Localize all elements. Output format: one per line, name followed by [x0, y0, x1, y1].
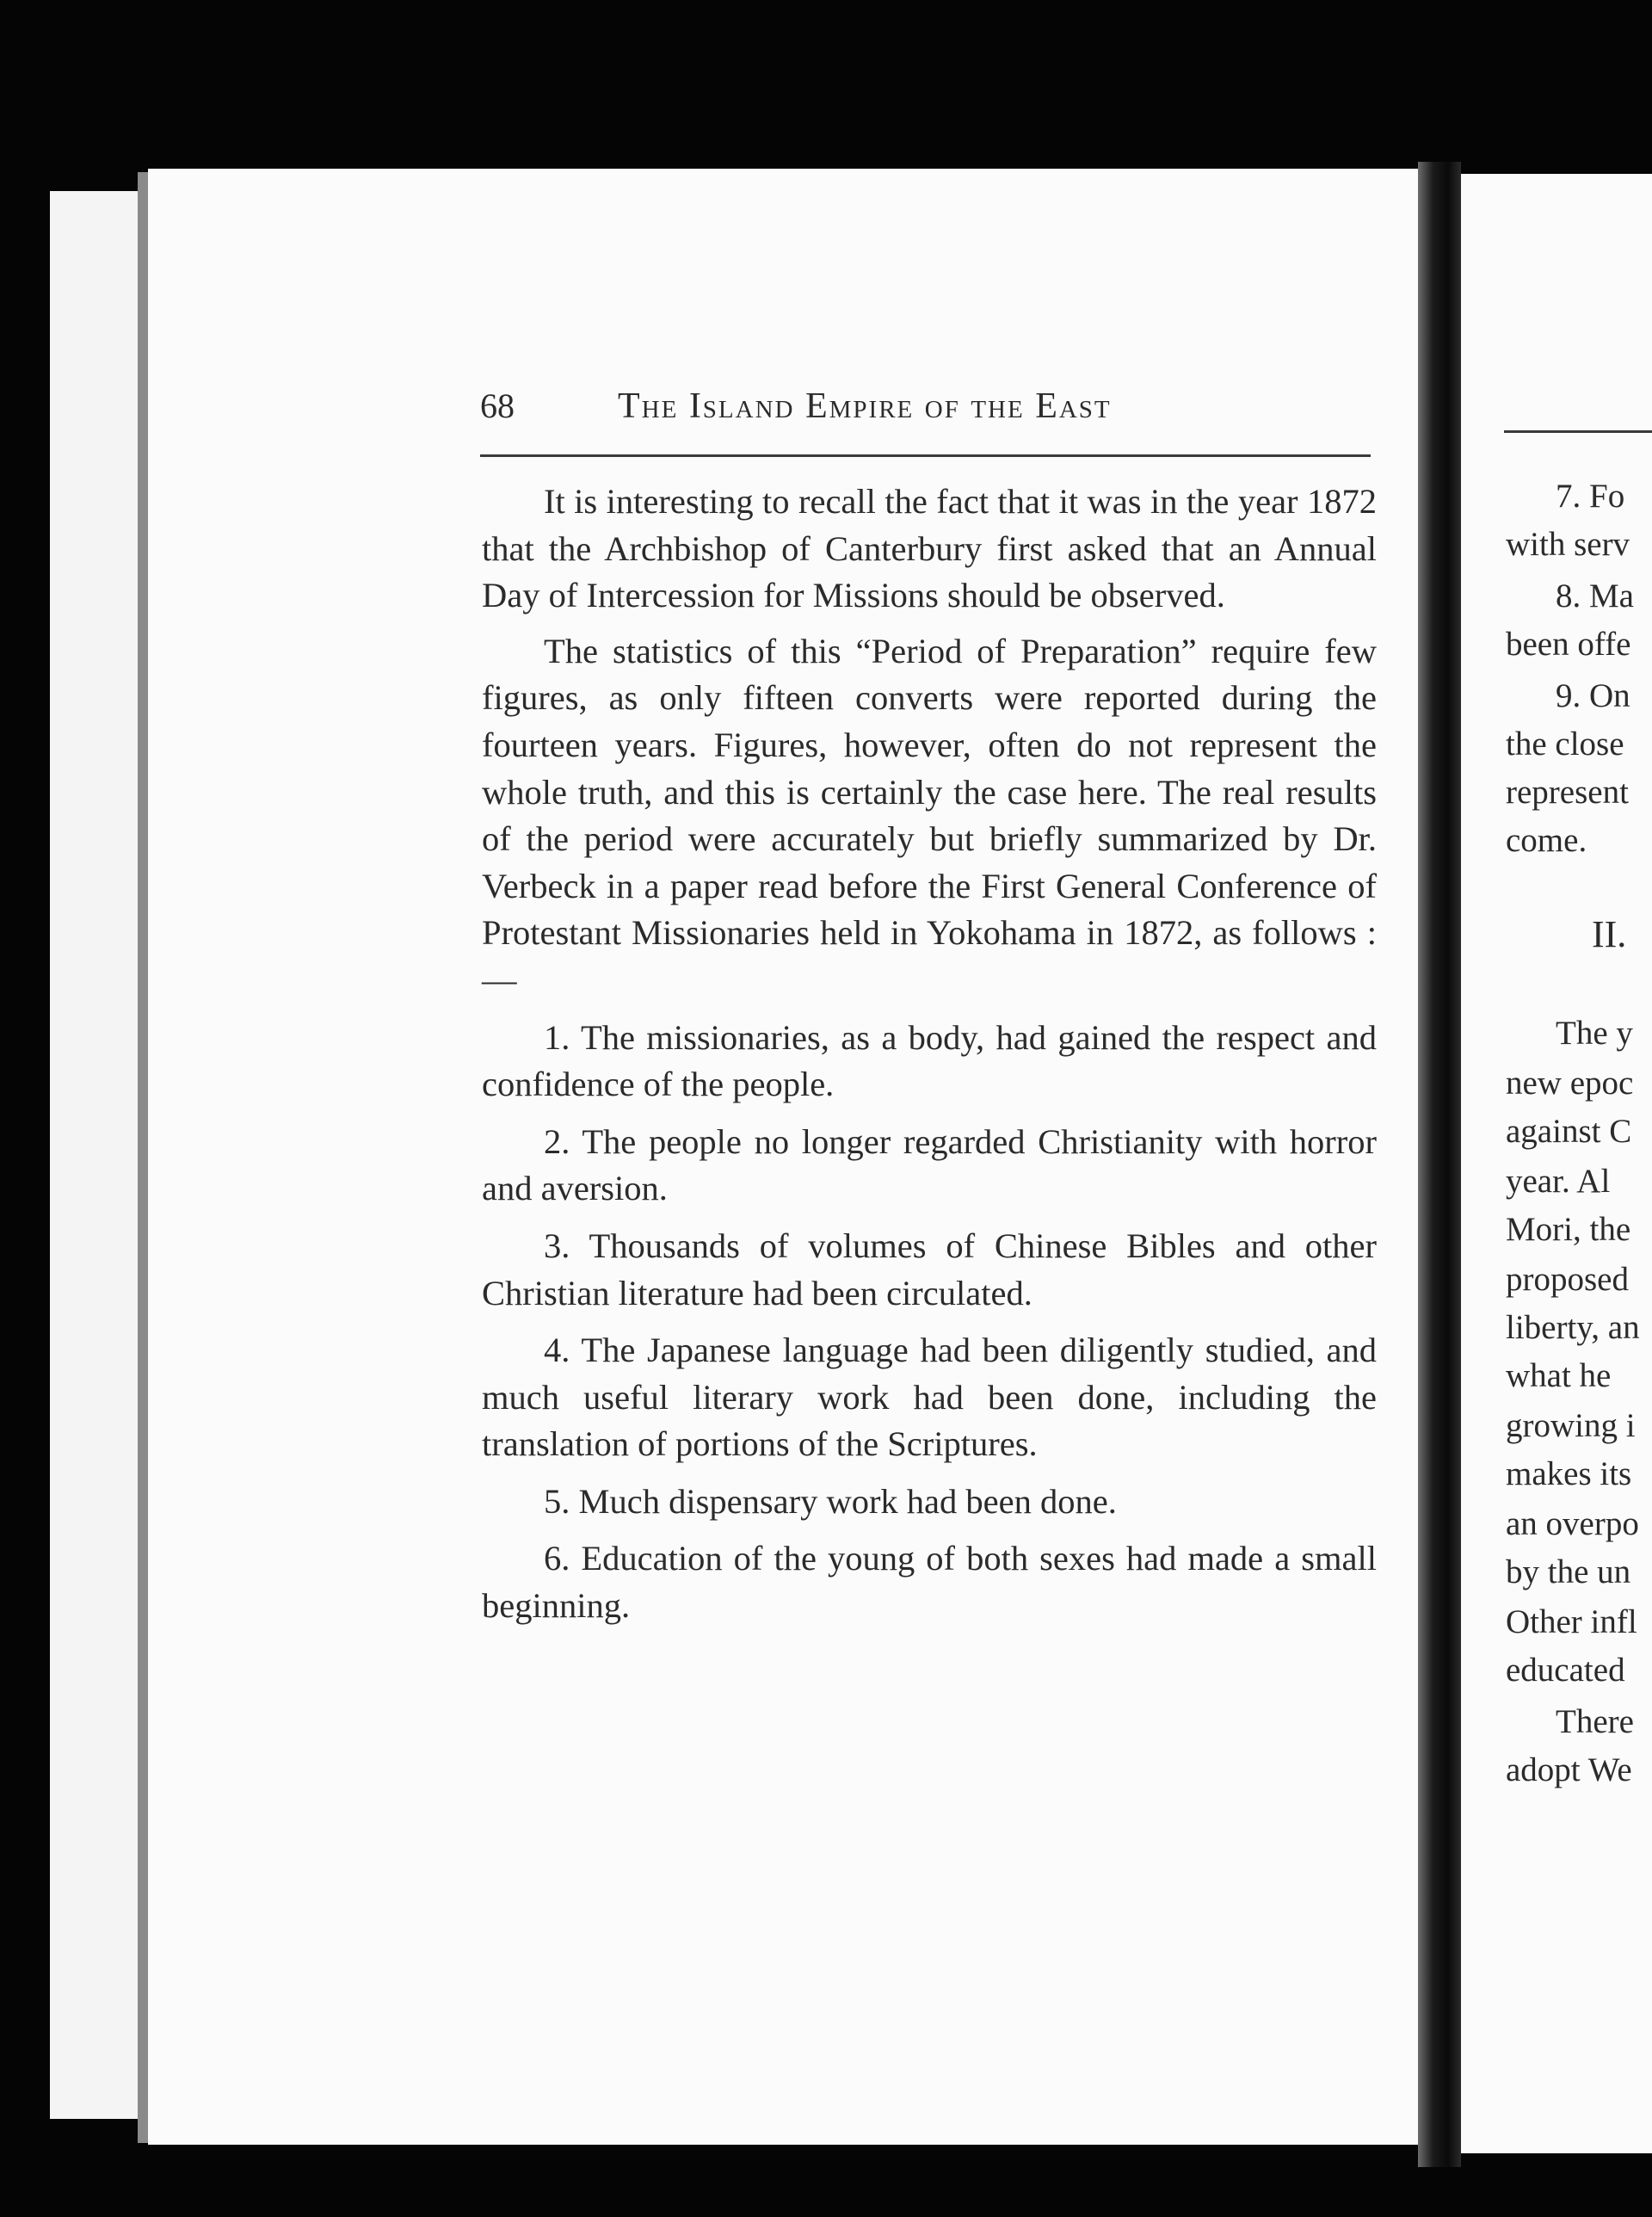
section-heading-fragment: II. [1592, 913, 1627, 955]
page-body [482, 479, 1377, 1630]
text-fragment: 8. Ma [1556, 577, 1634, 614]
book-gutter [1418, 162, 1461, 2167]
paragraph: The statistics of this “Period of Preparation” require few figures, as only fifteen converts were reported during the fourteen years. Figures, however, often do not represent the whole truth, and this is certainly the case here. The real results of the period were accurately but briefly summarized by Dr. Verbeck in a paper read before the First General Conference of Protestant Missionaries held in Yokohama in 1872, as follows :— [482, 631, 1377, 999]
page-number: 68 [480, 386, 515, 425]
numbered-item: 1. The missionaries, as a body, had gained the respect and confidence of the people. [482, 1017, 1377, 1104]
text-fragment: come. [1506, 822, 1587, 859]
text-fragment: growing i [1506, 1407, 1636, 1444]
text-fragment: liberty, an [1506, 1309, 1640, 1346]
text-fragment: against C [1506, 1113, 1632, 1150]
page-stack-edge [50, 191, 145, 2119]
text-fragment: 7. Fo [1556, 478, 1625, 515]
page-edge-shadow [138, 172, 148, 2143]
text-fragment: year. Al [1506, 1163, 1611, 1200]
text-fragment: been offe [1506, 626, 1631, 663]
numbered-item: 5. Much dispensary work had been done. [544, 1481, 1117, 1521]
text-fragment: makes its [1506, 1455, 1632, 1492]
text-fragment: new epoc [1506, 1065, 1634, 1102]
text-fragment: with serv [1506, 526, 1630, 563]
text-fragment: an overpo [1506, 1505, 1639, 1542]
text-fragment: adopt We [1506, 1751, 1632, 1788]
numbered-item: 4. The Japanese language had been diligently studied, and much useful literary work had been done, including the translation of portions of the Scriptures. [482, 1331, 1377, 1464]
text-fragment: educated [1506, 1652, 1625, 1689]
running-title: The Island Empire of the East [618, 386, 1112, 426]
text-fragment: what he [1506, 1357, 1612, 1394]
text-fragment: the close [1506, 726, 1624, 763]
header-rule [1504, 430, 1652, 433]
text-fragment: 9. On [1556, 677, 1630, 714]
text-fragment: There [1556, 1703, 1634, 1740]
right-page-fragment [1461, 174, 1652, 2153]
text-fragment: Mori, the [1506, 1211, 1631, 1248]
paragraph: It is interesting to recall the fact that it was in the year 1872 that the Archbishop of Canterbury first asked that an Annual Day of Intercession for Missions should be observed. [482, 482, 1377, 615]
numbered-item: 3. Thousands of volumes of Chinese Bibles and other Christian literature had been circulated. [482, 1226, 1377, 1312]
running-head [480, 386, 1371, 437]
text-fragment: Other infl [1506, 1603, 1637, 1640]
text-fragment: represent [1506, 774, 1629, 811]
text-fragment: proposed [1506, 1261, 1629, 1298]
text-fragment: by the un [1506, 1553, 1631, 1590]
header-rule [480, 454, 1371, 457]
numbered-item: 2. The people no longer regarded Christianity with horror and aversion. [482, 1121, 1377, 1208]
text-fragment: The y [1556, 1015, 1633, 1052]
numbered-item: 6. Education of the young of both sexes had made a small beginning. [482, 1539, 1377, 1626]
